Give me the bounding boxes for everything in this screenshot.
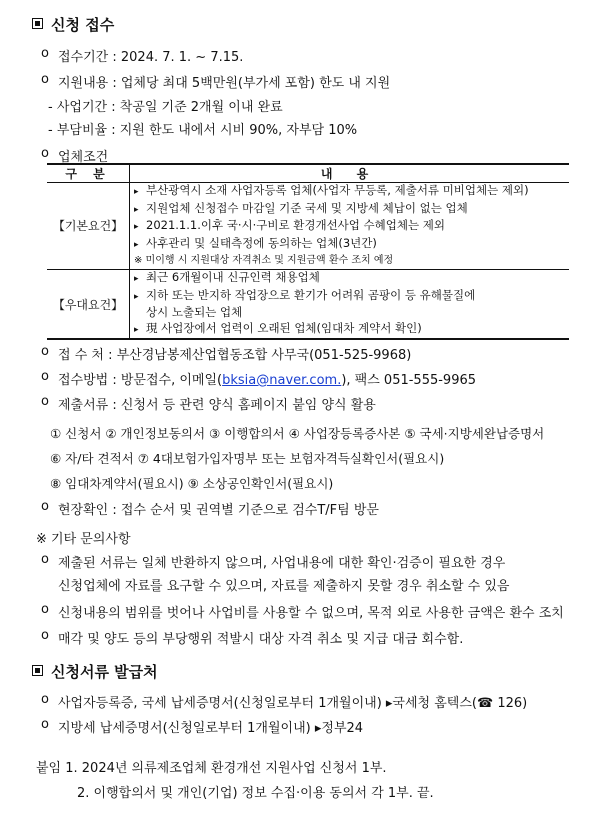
square-bullet-icon (32, 18, 43, 29)
section-title-apply: 신청 접수 (32, 14, 114, 35)
arrow-icon: ▸ (134, 291, 139, 302)
bullet-icon: o (41, 717, 49, 732)
table-header-row (47, 164, 569, 183)
issuer-item-2: 지방세 납세증명서(신청일로부터 1개월이내) ▸정부24 (58, 721, 364, 736)
document-list-line: ① 신청서 ② 개인정보동의서 ③ 이행합의서 ④ 사업장등록증사본 ⑤ 국세·지방세완납증명서 (50, 426, 545, 441)
misc-item-1-line-2: 신청업체에 자료를 요구할 수 있으며, 자료를 제출하지 못할 경우 취소할 수 있음 (58, 579, 510, 594)
conditions-table (47, 163, 569, 340)
row-content-basic (130, 183, 570, 270)
row-category-basic: 【기본요건】 (47, 183, 130, 270)
table-header-content: 내 용 (130, 164, 570, 183)
misc-title: ※ 기타 문의사항 (36, 532, 131, 547)
bullet-icon: o (41, 499, 49, 514)
bullet-icon: o (41, 369, 49, 384)
list-item: ▸ 2021.1.1.이후 국·시·구비로 환경개선사업 수혜업체는 제외 (134, 218, 569, 236)
bullet-icon: o (41, 46, 49, 61)
list-item-continuation: 상시 노출되는 업체 (146, 305, 243, 320)
bullet-icon: o (41, 628, 49, 643)
submission-method: 접수방법 : 방문접수, 이메일(bksia@naver.com.), 팩스 051-555-9965 (58, 373, 477, 388)
table-row (47, 183, 569, 270)
list-item: ▸ 現 사업장에서 업력이 오래된 업체(임대차 계약서 확인) (134, 321, 569, 339)
row-category-preferred: 【우대요건】 (47, 269, 130, 339)
bullet-icon: o (41, 344, 49, 359)
list-item: ▸ 부산광역시 소재 사업자등록 업체(사업자 무등록, 제출서류 미비업체는 제외) (134, 183, 569, 201)
apply-period: 접수기간 : 2024. 7. 1. ~ 7.15. (58, 50, 244, 65)
list-item: ▸ 지원업체 신청접수 마감일 기준 국세 및 지방세 체납이 없는 업체 (134, 201, 569, 219)
issuer-item-1: 사업자등록증, 국세 납세증명서(신청일로부터 1개월이내) ▸국세청 홈텍스(☎ 126) (58, 696, 528, 711)
bullet-icon: o (41, 602, 49, 617)
project-period: - 사업기간 : 착공일 기준 2개월 이내 완료 (48, 100, 283, 115)
document-list-line: ⑥ 자/타 견적서 ⑦ 4대보험가입자명부 또는 보험자격득실확인서(필요시) (50, 451, 445, 466)
support-content: 지원내용 : 업체당 최대 5백만원(부가세 포함) 한도 내 지원 (58, 76, 391, 91)
list-item: ▸ 지하 또는 반지하 작업장으로 환기가 어려워 곰팡이 등 유해물질에 (134, 288, 569, 306)
bullet-icon: o (41, 692, 49, 707)
bullet-icon: o (41, 394, 49, 409)
attachment-line-2: 2. 이행합의서 및 개인(기업) 정보 수집·이용 동의서 각 1부. 끝. (77, 786, 434, 801)
misc-item-1-line-1: 제출된 서류는 일체 반환하지 않으며, 사업내용에 대한 확인·검증이 필요한 경우 (58, 556, 506, 571)
bullet-icon: o (41, 72, 49, 87)
burden-ratio: - 부담비율 : 지원 한도 내에서 시비 90%, 자부담 10% (48, 123, 358, 138)
conditions-label: 업체조건 (58, 150, 109, 165)
list-item: ▸ 사후관리 및 실태측정에 동의하는 업체(3년간) (134, 236, 569, 254)
arrow-icon: ▸ (134, 204, 139, 215)
required-documents: 제출서류 : 신청서 등 관련 양식 홈페이지 붙임 양식 활용 (58, 398, 376, 413)
arrow-icon: ▸ (134, 187, 139, 197)
site-inspection: 현장확인 : 접수 순서 및 권역별 기준으로 검수T/F팀 방문 (58, 503, 379, 518)
attachment-line-1: 붙임 1. 2024년 의류제조업체 환경개선 지원사업 신청서 1부. (36, 761, 387, 776)
misc-item-2: 신청내용의 범위를 벗어나 사업비를 사용할 수 없으며, 목적 외로 사용한 금액은 환수 조치 (58, 606, 564, 621)
note-text: ※ 미이행 시 지원대상 자격취소 및 지원금액 환수 조치 예정 (134, 255, 394, 267)
bullet-icon: o (41, 146, 49, 161)
arrow-icon: ▸ (134, 222, 139, 233)
table-row (47, 269, 569, 339)
section-title-issuers: 신청서류 발급처 (32, 661, 158, 682)
document-list-line: ⑧ 임대차계약서(필요시) ⑨ 소상공인확인서(필요시) (50, 476, 334, 491)
arrow-icon: ▸ (134, 273, 139, 284)
table-header-category: 구 분 (47, 164, 130, 183)
arrow-icon: ▸ (134, 324, 139, 335)
email-link[interactable]: bksia@naver.com. (222, 373, 342, 388)
square-bullet-icon (32, 665, 43, 676)
arrow-icon: ▸ (134, 239, 139, 250)
row-content-preferred (130, 269, 570, 339)
list-item: ▸ 최근 6개월이내 신규인력 채용업체 (134, 270, 569, 288)
misc-item-3: 매각 및 양도 등의 부당행위 적발시 대상 자격 취소 및 지급 대금 회수함. (58, 632, 464, 647)
bullet-icon: o (41, 552, 49, 567)
submission-place: 접 수 처 : 부산경남봉제산업협동조합 사무국(051-525-9968) (58, 348, 412, 363)
